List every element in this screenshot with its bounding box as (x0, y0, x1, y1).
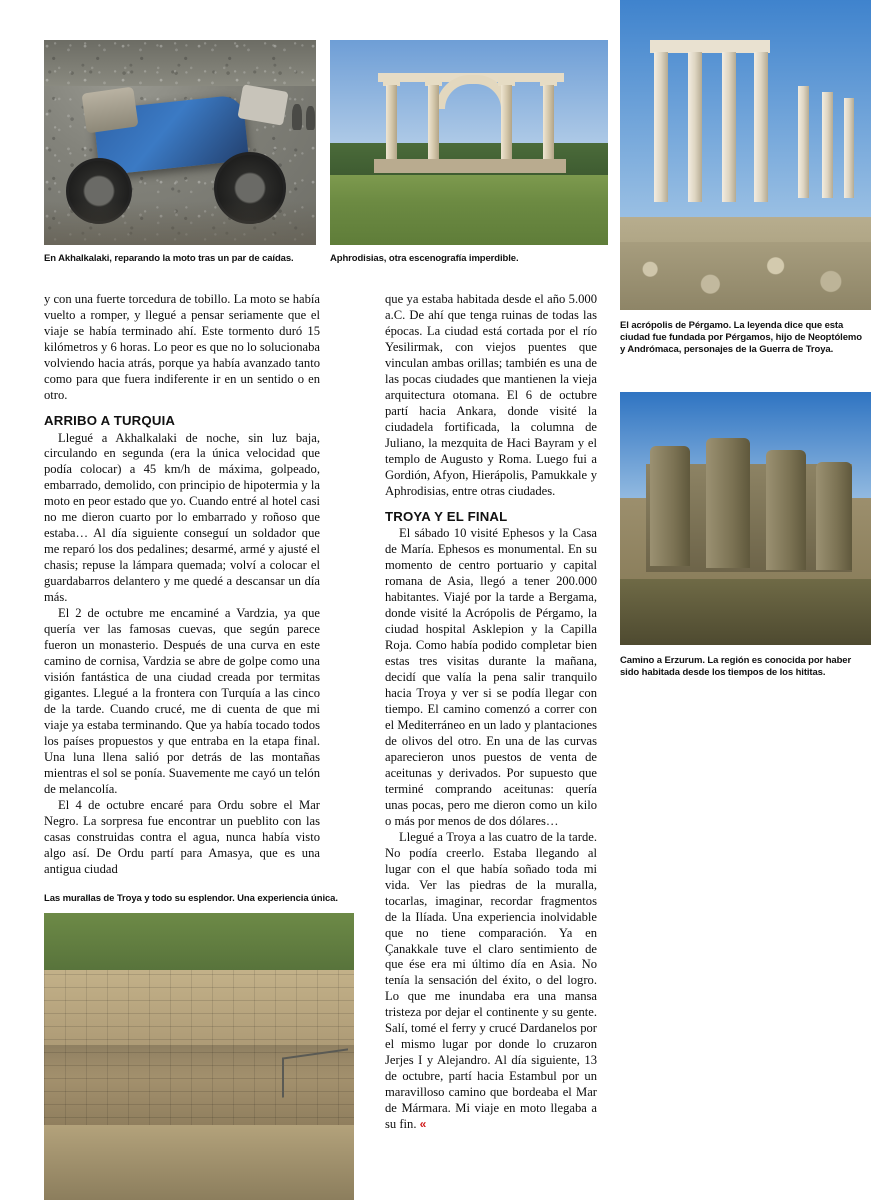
temple-column (722, 52, 736, 202)
ground-shadow (44, 201, 316, 245)
section-heading-arribo-a-turquia: ARRIBO A TURQUIA (44, 412, 176, 428)
excavation-trench (44, 1125, 354, 1200)
paragraph: El sábado 10 visité Ephesos y la Casa de María. Ephesos es monumental. En su momento de centro portuario y capital romana de Asia, llegó a tener 200.000 habitantes. Viajé por la tarde a Bergama, donde visité la Acrópolis de Pérgamo, la ciudad hospital Asklepion y la Capilla Roja. Como había podido completar bien estas tres visitas durante la mañana, decidí que valía la pena salir tranquilo hacia Troya y ver si se podía llegar con tiempo. El camino comenzó a correr con el Mediterráneo en un lado y plantaciones de olivos del otro. En una de las curvas aparecieron unos puestos de venta de aceitunas y derivados. Por supuesto que terminé comprando aceitunas: quería unas pocas, pero me dieron como un kilo o más por menos de dos dólares… (385, 526, 597, 828)
fortress-tower (650, 446, 690, 566)
monument-base (374, 159, 566, 173)
caption-photo-moto: En Akhalkalaki, reparando la moto tras un par de caídas. (44, 253, 294, 264)
paragraph: El 2 de octubre me encaminé a Vardzia, ya que quería ver las famosas cuevas, que según parece fueron un monasterio. Después de una curva en este camino de cornisa, Vardzia se abre de golpe como una visión fantástica de una ciudad creada por termitas gigantes. Llegué a la frontera con Turquía a las cinco de la tarde. Cuando crucé, me di cuenta de que mi viaje ya estaba terminando. Que ya había tocado todos los países propuestos y que entraba en la etapa final. Una luna llena salió por detrás de las montañas mientras el sol se ponía. Suavemente me cayó un telón de melancolía. (44, 606, 320, 796)
photo-camino-erzurum (620, 392, 871, 645)
paragraph: que ya estaba habitada desde el año 5.000 a.C. De ahí que tenga ruinas de todas las épocas. La ciudad está cortada por el río Yesilirmak, con viejos puentes que vinculan ambas orillas; también es una de las pocas ciudades que mantienen la vieja arquitectura otomana. El 6 de octubre partí hacia Ankara, donde visité la ciudadela fortificada, la columna de Juliano, la mezquita de Haci Bayram y el templo de Augusto y Roma. Luego fui a Gordión, Afyon, Hierápolis, Pamukkale y Aphrodisias, entre otras ciudades. (385, 292, 597, 498)
grass-field (330, 175, 608, 245)
fortress-tower (706, 438, 750, 568)
temple-column (798, 86, 809, 198)
caption-photo-pergamo: El acrópolis de Pérgamo. La leyenda dice que esta ciudad fue fundada por Pérgamos, hijo de Neoptólemo y Andrómaca, personajes de la Guerra de Troya. (620, 320, 862, 356)
background-person (292, 104, 302, 130)
paragraph: y con una fuerte torcedura de tobillo. La moto se había vuelto a romper, y llegué a pensar seriamente que el viaje se había terminado ahí. Este tormento duró 15 kilómetros y 6 horas. Lo peor es que no lo solucionaba volviendo hacia atrás, porque ya había avanzado tanto como para que fuera indiferente ir en un sentido o en otro. (44, 292, 320, 402)
paragraph-final (385, 830, 597, 1133)
background-person (306, 106, 315, 130)
column (386, 85, 397, 159)
temple-entablature (650, 40, 770, 53)
tetrapylon-gate (378, 73, 564, 159)
text-column-right (385, 292, 597, 1133)
temple-column (844, 98, 854, 198)
paragraph: Llegué a Akhalkalaki de noche, sin luz baja, circulando en segunda (era la única velocidad que podía colocar) a 45 km/h de máxima, golpeado, embarrado, demolido, con principio de hipotermia y la moto en peor estado que yo. Cuando entré al hotel casi no me dieron cuarto por lo embarrado y roñoso que estaba… Al día siguiente conseguí un soldador que me reparó los dos pedalines; desarmé, armé y ajusté el chasis; repuse la lámpara quemada; volví a colocar el guardabarros delantero y me quedé a descansar un día más. (44, 430, 320, 605)
temple-column (654, 52, 668, 202)
section-heading-troya-y-el-final: TROYA Y EL FINAL (385, 508, 508, 524)
photo-aphrodisias (330, 40, 608, 245)
end-mark: « (419, 1117, 427, 1132)
motorcycle-luggage (81, 87, 138, 134)
paragraph: El 4 de octubre encaré para Ordu sobre el Mar Negro. La sorpresa fue encontrar un pueblito con las casas construidas contra el agua, nunca había visto algo así. De Ordu partí para Amasya, que es una antigua ciudad (44, 797, 320, 876)
column (501, 85, 512, 159)
temple-column (688, 52, 702, 202)
photo-moto-akhalkalaki (44, 40, 316, 245)
paragraph-text: Llegué a Troya a las cuatro de la tarde. No podía creerlo. Estaba llegando al lugar con el que había soñado toda mi vida. Ver las piedras de la muralla, tocarlas, imaginar, recordar fragmentos de la Ilíada. Una experiencia inolvidable que no tiene comparación. Ya en Çanakkale tuve el claro sentimiento de que ése era mi último día en Asia. No tenía la sensación del éxito, o del logro. Lo que me inundaba era una mansa tristeza por dejar el continente y su gente. Salí, tomé el ferry y crucé Dardanelos por el mismo lugar por donde lo cruzaron Jerjes I y Alejandro. Al día siguiente, 13 de octubre, partí hacia Estambul por un maravilloso camino que bordeaba el Mar de Mármara. Mi viaje en moto llegaba a su fin. (385, 829, 597, 1132)
ruins-rubble (620, 242, 871, 310)
fortress-tower (766, 450, 806, 570)
caption-photo-aphrodisias: Aphrodisias, otra escenografía imperdible. (330, 253, 519, 264)
vegetation (44, 913, 354, 976)
foreground-scrub (620, 579, 871, 645)
photo-acropolis-pergamo (620, 0, 871, 310)
photo-murallas-troya (44, 913, 354, 1200)
caption-photo-erzurum: Camino a Erzurum. La región es conocida por haber sido habitada desde los tiempos de los hititas. (620, 655, 852, 679)
text-column-left (44, 292, 320, 878)
column (428, 85, 439, 159)
column (543, 85, 554, 159)
temple-column (822, 92, 833, 198)
fortress-tower (816, 462, 852, 570)
caption-photo-troya: Las murallas de Troya y todo su esplendor. Una experiencia única. (44, 893, 338, 904)
temple-column (754, 52, 768, 202)
